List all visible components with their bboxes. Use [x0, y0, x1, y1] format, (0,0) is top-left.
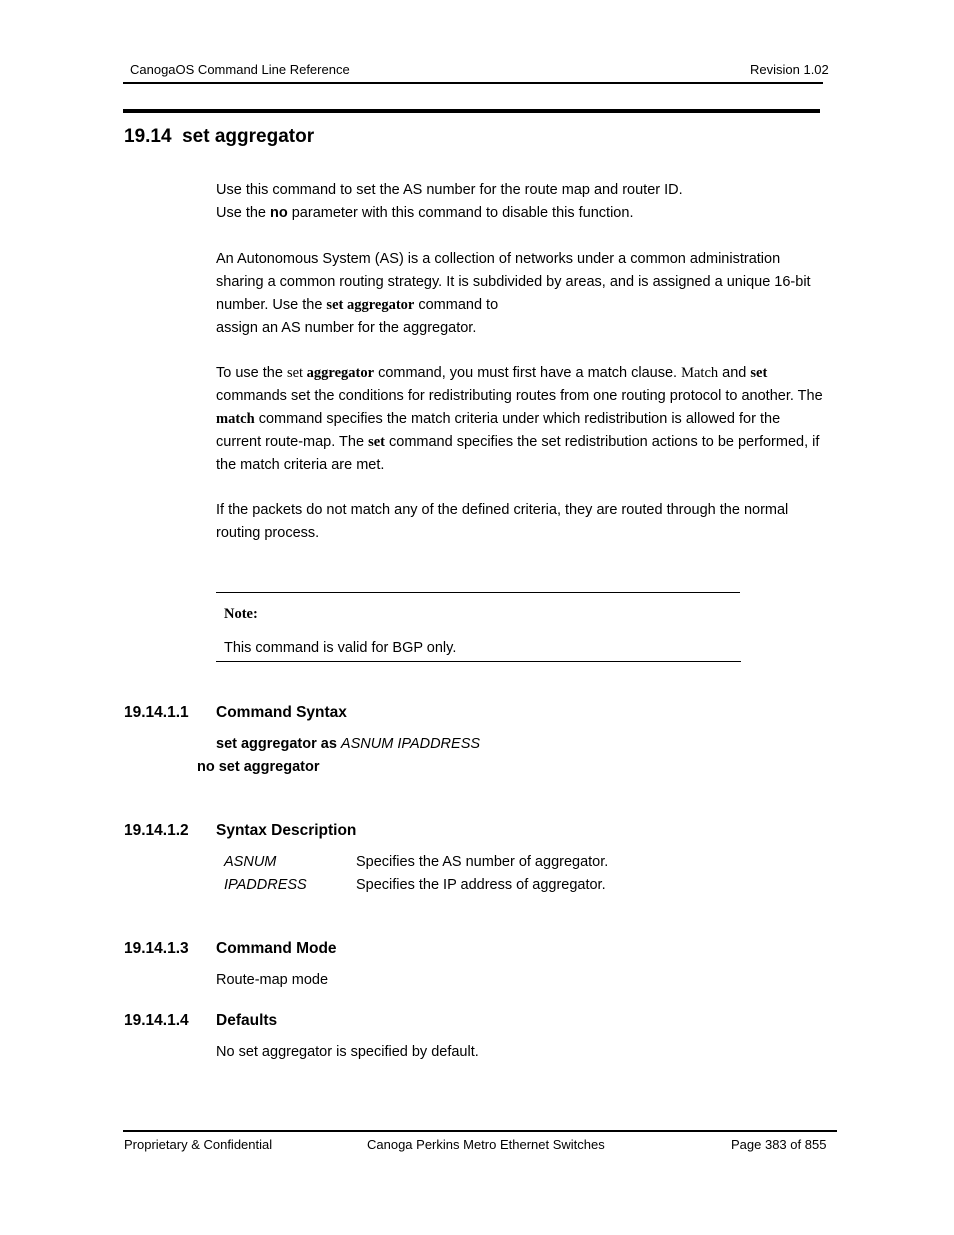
intro-line-1: Use this command to set the AS number for the route map and router ID. — [216, 182, 683, 198]
intro-line-2: Use the no parameter with this command to disable this function. — [216, 205, 634, 221]
defaults-text: No set aggregator is specified by default. — [216, 1044, 479, 1060]
param-name: IPADDRESS — [224, 877, 307, 893]
note-text: This command is valid for BGP only. — [224, 640, 457, 656]
note-top-rule — [216, 592, 740, 593]
param-desc: Specifies the IP address of aggregator. — [356, 877, 606, 893]
syntax-number: 19.14.1.1 — [124, 704, 189, 721]
mode-number: 19.14.1.3 — [124, 940, 189, 957]
description-number: 19.14.1.2 — [124, 822, 189, 839]
section-heading — [124, 126, 314, 148]
footer-center: Canoga Perkins Metro Ethernet Switches — [367, 1137, 605, 1152]
mode-text: Route-map mode — [216, 972, 329, 988]
syntax-command-1: set aggregator as ASNUM IPADDRESS — [216, 736, 481, 752]
section-title: set aggregator — [182, 126, 315, 147]
param-desc: Specifies the AS number of aggregator. — [356, 854, 609, 870]
mode-title: Command Mode — [216, 940, 337, 957]
footer-rule — [123, 1130, 837, 1132]
packets-paragraph: If the packets do not match any of the defined criteria, they are routed through the normal routing process. — [216, 502, 789, 541]
note-label: Note: — [224, 606, 258, 622]
defaults-title: Defaults — [216, 1012, 278, 1029]
header-rule — [123, 82, 823, 84]
syntax-title: Command Syntax — [216, 704, 347, 721]
description-title: Syntax Description — [216, 822, 357, 839]
section-number: 19.14 — [124, 126, 172, 147]
section-thick-rule — [123, 109, 820, 113]
defaults-number: 19.14.1.4 — [124, 1012, 189, 1029]
as-paragraph: An Autonomous System (AS) is a collection of networks under a common administration sharing a common routing strategy. It is subdivided by areas, and is assigned a unique 16-bit number. Use the set aggregator command to assign an AS number for the aggregator. — [216, 251, 811, 336]
header-revision: Revision 1.02 — [750, 62, 829, 77]
intro-paragraph — [216, 179, 836, 225]
param-name: ASNUM — [224, 854, 277, 870]
match-set-paragraph: To use the set aggregator command, you must first have a match clause. Match and set commands set the conditions for redistributing routes from one routing protocol to another. The match command specifies the match criteria under which redistribution is allowed for the current route-map. The set command specifies the set redistribution actions to be performed, if the match criteria are met. — [216, 365, 823, 473]
footer-left: Proprietary & Confidential — [124, 1137, 273, 1152]
footer-page-number: Page 383 of 855 — [731, 1137, 827, 1152]
header-doc-title: CanogaOS Command Line Reference — [130, 62, 350, 77]
note-bottom-rule — [216, 661, 741, 662]
syntax-command-2: no set aggregator — [197, 759, 320, 775]
